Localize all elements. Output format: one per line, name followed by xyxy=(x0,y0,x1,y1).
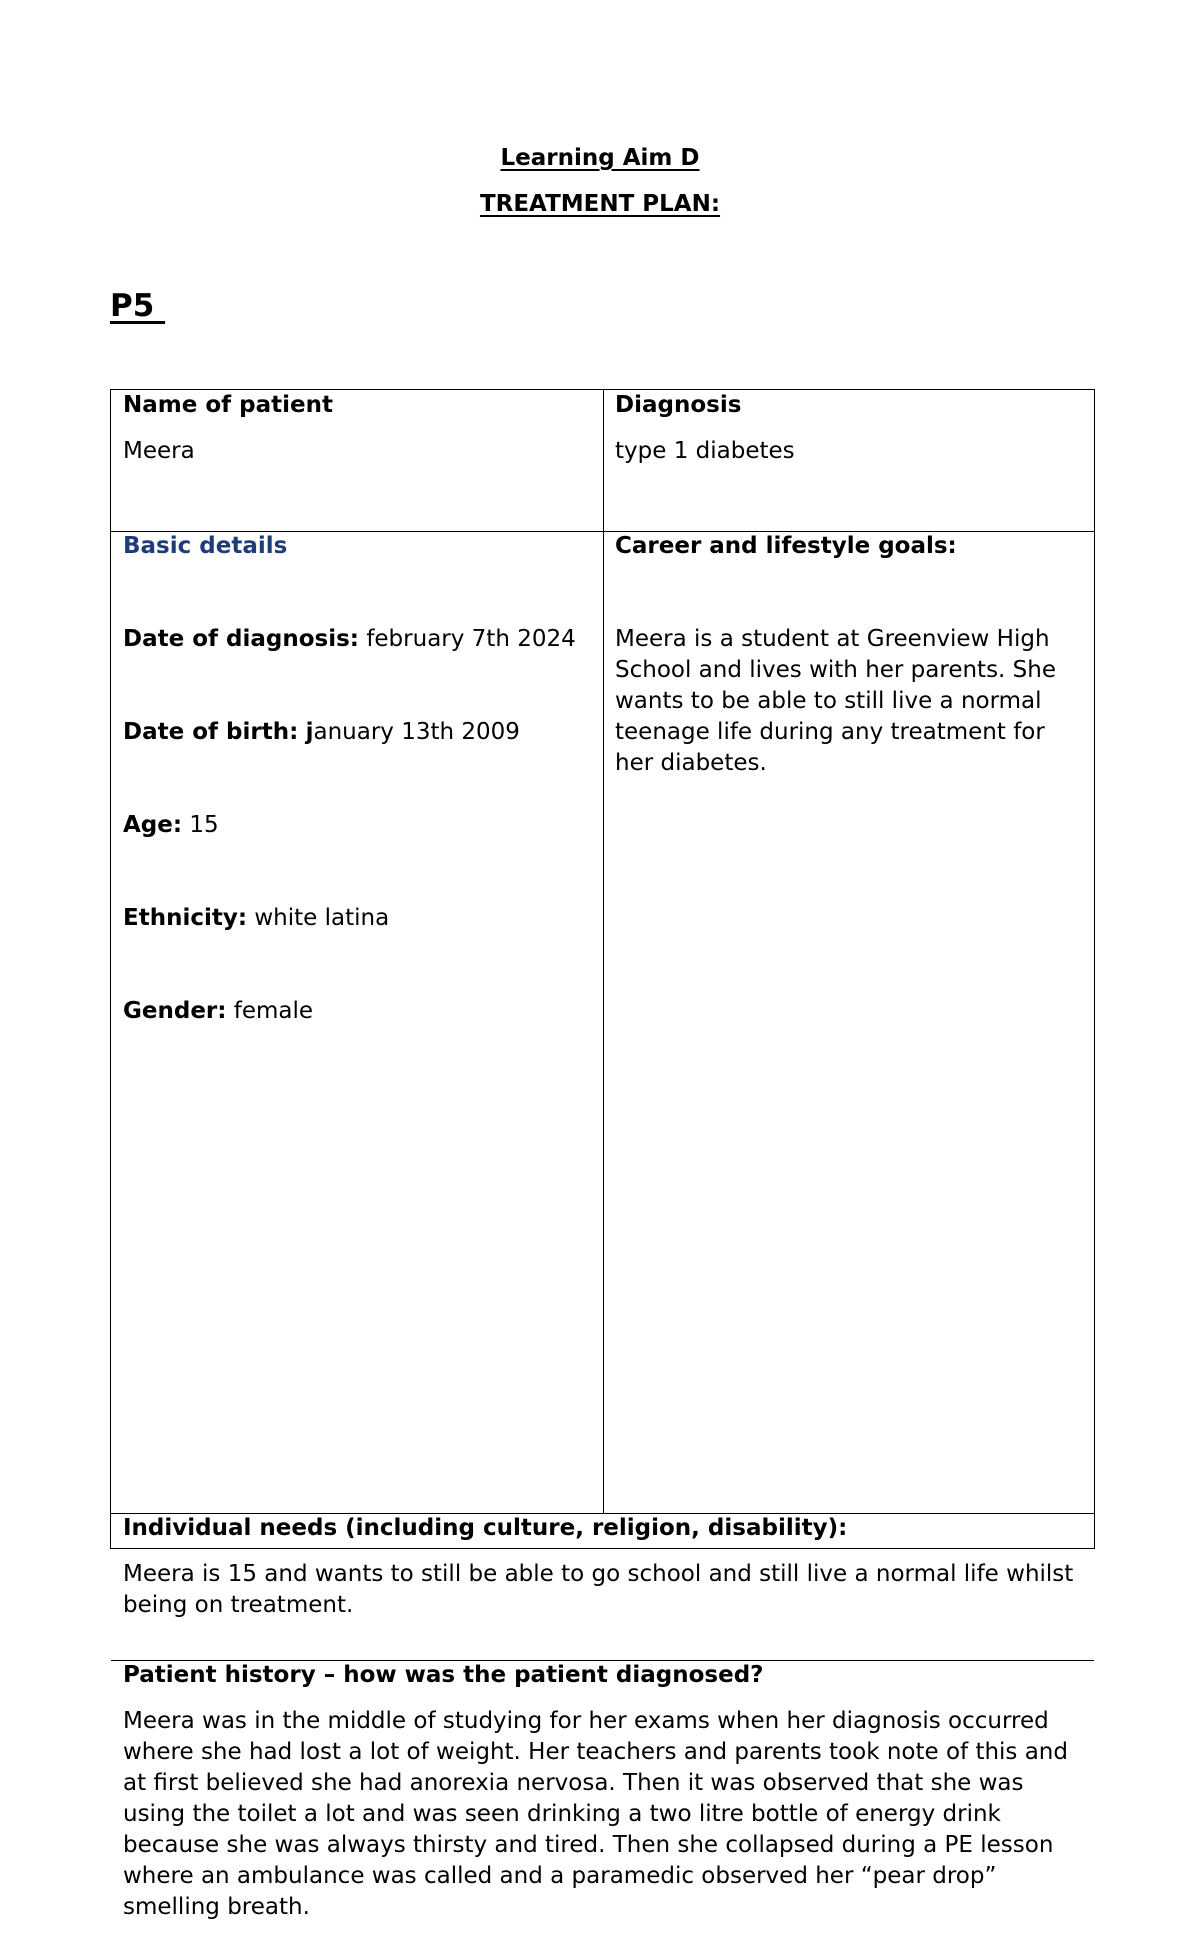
career-goals-heading: Career and lifestyle goals: xyxy=(615,533,957,559)
age-field xyxy=(123,810,591,841)
ethnicity-field xyxy=(123,903,591,934)
basic-details-heading: Basic details xyxy=(123,533,288,559)
ethnicity-value: white latina xyxy=(254,905,390,931)
age-value: 15 xyxy=(189,812,219,838)
individual-needs-heading: Individual needs (including culture, religion, disability): xyxy=(123,1515,848,1541)
individual-needs-cell xyxy=(111,1513,1096,1660)
treatment-plan-table xyxy=(110,389,1095,1920)
patient-name-cell xyxy=(111,390,603,531)
date-of-birth-value: anuary 13th 2009 xyxy=(313,719,520,745)
age-label: Age: xyxy=(123,812,183,838)
date-of-diagnosis-field xyxy=(123,624,591,655)
diagnosis-cell xyxy=(603,390,1096,531)
career-goals-text: Meera is a student at Greenview High School and lives with her parents. She wants to be able to still live a normal teenage life during any treatment for her diabetes. xyxy=(615,626,1057,776)
individual-needs-text: Meera is 15 and wants to still be able to go school and still live a normal life whilst being on treatment. xyxy=(123,1561,1074,1618)
patient-name-label: Name of patient xyxy=(123,392,333,418)
date-of-birth-label: Date of birth: xyxy=(123,719,299,745)
date-of-birth-field xyxy=(123,717,591,748)
patient-history-cell xyxy=(111,1660,1096,1940)
document-subtitle: TREATMENT PLAN: xyxy=(479,191,721,217)
gender-label: Gender: xyxy=(123,998,227,1024)
diagnosis-label: Diagnosis xyxy=(615,392,742,418)
section-label: P5 xyxy=(110,288,166,324)
career-goals-cell xyxy=(603,531,1096,1513)
diagnosis-value: type 1 diabetes xyxy=(615,438,795,464)
basic-details-cell xyxy=(111,531,603,1513)
ethnicity-label: Ethnicity: xyxy=(123,905,248,931)
patient-history-text: Meera was in the middle of studying for her exams when her diagnosis occurred where she had lost a lot of weight. Her teachers and parents took note of this and at first believed she had anorexia nervosa. Then it was observed that she was using the toilet a lot and was seen drinking a two litre bottle of energy drink because she was always thirsty and tired. Then she collapsed during a PE lesson where an ambulance was called and a paramedic observed her “pear drop” smelling breath. xyxy=(123,1708,1068,1920)
patient-history-heading: Patient history – how was the patient diagnosed? xyxy=(123,1662,764,1688)
date-of-birth-value-initial: j xyxy=(305,719,314,745)
document-title: Learning Aim D xyxy=(500,145,700,171)
date-of-diagnosis-value: february 7th 2024 xyxy=(366,626,576,652)
gender-field xyxy=(123,996,591,1027)
patient-name-value: Meera xyxy=(123,438,195,464)
date-of-diagnosis-label: Date of diagnosis: xyxy=(123,626,359,652)
gender-value: female xyxy=(233,998,314,1024)
